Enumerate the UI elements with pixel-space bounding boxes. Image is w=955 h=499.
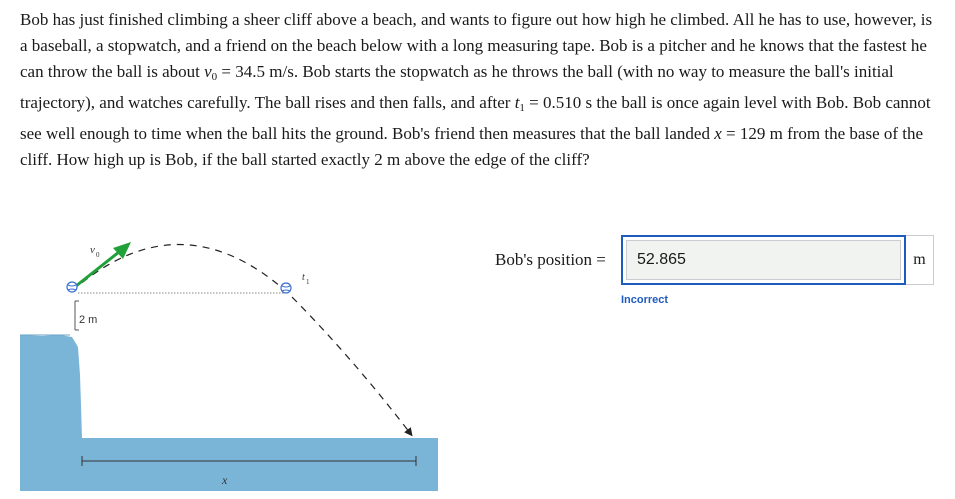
cliff-diagram xyxy=(20,235,440,497)
v0-subscript: 0 xyxy=(211,71,218,83)
x-symbol: x xyxy=(714,124,722,143)
problem-text xyxy=(20,7,940,173)
t1-label-sub: 1 xyxy=(306,278,310,286)
distance-x-label: x xyxy=(222,473,228,487)
v0-label-sub: 0 xyxy=(96,251,100,259)
problem-text-part: Bob has just finished climbing a sheer cliff above a beach, and wants to figure out how high he climbed. All he has to use, however, is a baseball, a stopwatch, and a friend on the beach below with a long measuring tape. Bob is a pitcher and he knows that the fastest he can throw the ball is about xyxy=(20,10,933,81)
problem-text-part: the ball is once again level with Bob. Bob cannot see well enough to time when the ball hits the ground. Bob's friend then measures that the ball landed xyxy=(20,93,931,143)
t1-label: t xyxy=(302,272,305,283)
unit-label: m xyxy=(906,235,934,285)
status-incorrect: Incorrect xyxy=(621,294,669,306)
t1-value: = 0.510 s xyxy=(524,93,593,112)
problem-text-part: from the base of the cliff. How high up is Bob, if the ball started exactly 2 m above the edge of the cliff? xyxy=(20,124,924,169)
ball-level xyxy=(281,283,291,293)
x-value: = 129 m xyxy=(721,124,783,143)
v0-label: v xyxy=(90,244,95,256)
t1-symbol: t xyxy=(514,93,520,112)
ball-start xyxy=(67,282,77,292)
v0-symbol: v xyxy=(204,62,212,81)
answer-input[interactable] xyxy=(626,240,901,280)
velocity-arrow xyxy=(76,248,124,286)
cliff-shape xyxy=(20,335,438,491)
answer-field-frame xyxy=(621,235,906,285)
answer-label: Bob's position = xyxy=(495,250,606,269)
height-label: 2 m xyxy=(79,314,98,326)
trajectory-path xyxy=(72,244,410,433)
v0-value: = 34.5 m/s xyxy=(217,62,294,81)
problem-text-part: . Bob starts the stopwatch as he throws the ball (with no way to measure the ball's initial trajectory), and watches carefully. The ball rises and then falls, and after xyxy=(20,62,894,112)
t1-subscript: 1 xyxy=(519,102,525,114)
